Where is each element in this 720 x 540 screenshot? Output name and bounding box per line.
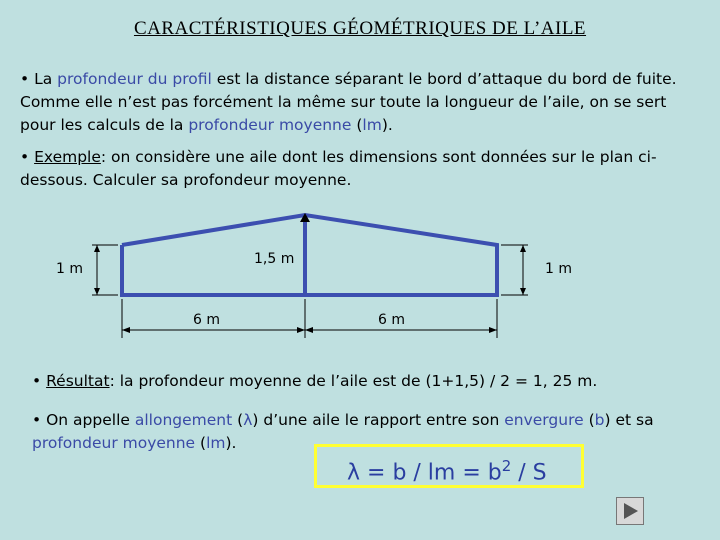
result-label: Résultat — [46, 372, 110, 390]
wing-outline — [122, 215, 497, 295]
arrow-head — [297, 327, 305, 333]
formula-tail: / S — [511, 460, 547, 486]
left-span-label: 6 m — [193, 312, 220, 328]
text: ( — [237, 411, 244, 429]
text: ). — [225, 434, 237, 452]
term-profondeur-profil: profondeur du profil — [57, 70, 212, 88]
bullet: • — [20, 148, 30, 166]
term-b: b — [594, 411, 605, 429]
arrow-head — [122, 327, 130, 333]
arrow-head — [94, 245, 100, 252]
center-height-label: 1,5 m — [254, 251, 295, 267]
formula-text: λ = b / lm = b — [347, 460, 502, 486]
formula-box — [314, 444, 584, 488]
text: ( — [588, 411, 595, 429]
slide-nav-icon[interactable] — [616, 497, 644, 525]
bullet: • — [32, 411, 42, 429]
term-lm: lm — [362, 116, 382, 134]
term-lambda: λ — [243, 411, 253, 429]
bullet: • — [32, 372, 42, 390]
page-title: CARACTÉRISTIQUES GÉOMÉTRIQUES DE L’AILE — [133, 18, 587, 39]
term-profondeur-moyenne: profondeur moyenne — [32, 434, 196, 452]
text: On appelle — [46, 411, 130, 429]
paragraph-example — [20, 146, 700, 192]
formula-exponent: 2 — [501, 457, 512, 475]
text: ) d’une aile le rapport entre son — [252, 411, 500, 429]
term-envergure: envergure — [504, 411, 584, 429]
text: ( — [200, 434, 207, 452]
right-span-label: 6 m — [378, 312, 405, 328]
arrow-head — [520, 288, 526, 295]
nav-arrow-icon — [617, 498, 643, 524]
term-lm: lm — [206, 434, 226, 452]
right-height-label: 1 m — [545, 261, 572, 277]
arrow-head — [489, 327, 497, 333]
arrow-head — [305, 327, 313, 333]
term-allongement: allongement — [134, 411, 233, 429]
text: ). — [381, 116, 393, 134]
paragraph-definition — [20, 68, 700, 137]
paragraph-result — [32, 370, 702, 393]
text: ) et sa — [604, 411, 654, 429]
text: La — [34, 70, 53, 88]
text: est la distance séparant le bord d’attaque du bord de fuite. Comme elle n’est pas forcément la même sur toute la longueur de l’aile, on se sert pour les calculs de la — [20, 70, 677, 134]
term-profondeur-moyenne: profondeur moyenne — [188, 116, 352, 134]
text: : on considère une aile dont les dimensions sont données sur le plan ci-dessous. Calculer sa profondeur moyenne. — [20, 148, 657, 189]
arrow-head — [520, 245, 526, 252]
left-height-label: 1 m — [56, 261, 83, 277]
arrow-head — [94, 288, 100, 295]
text: ( — [356, 116, 363, 134]
wing-diagram — [0, 200, 720, 340]
text: : la profondeur moyenne de l’aile est de (1+1,5) / 2 = 1, 25 m. — [109, 372, 598, 390]
bullet: • — [20, 70, 30, 88]
example-label: Exemple — [34, 148, 101, 166]
